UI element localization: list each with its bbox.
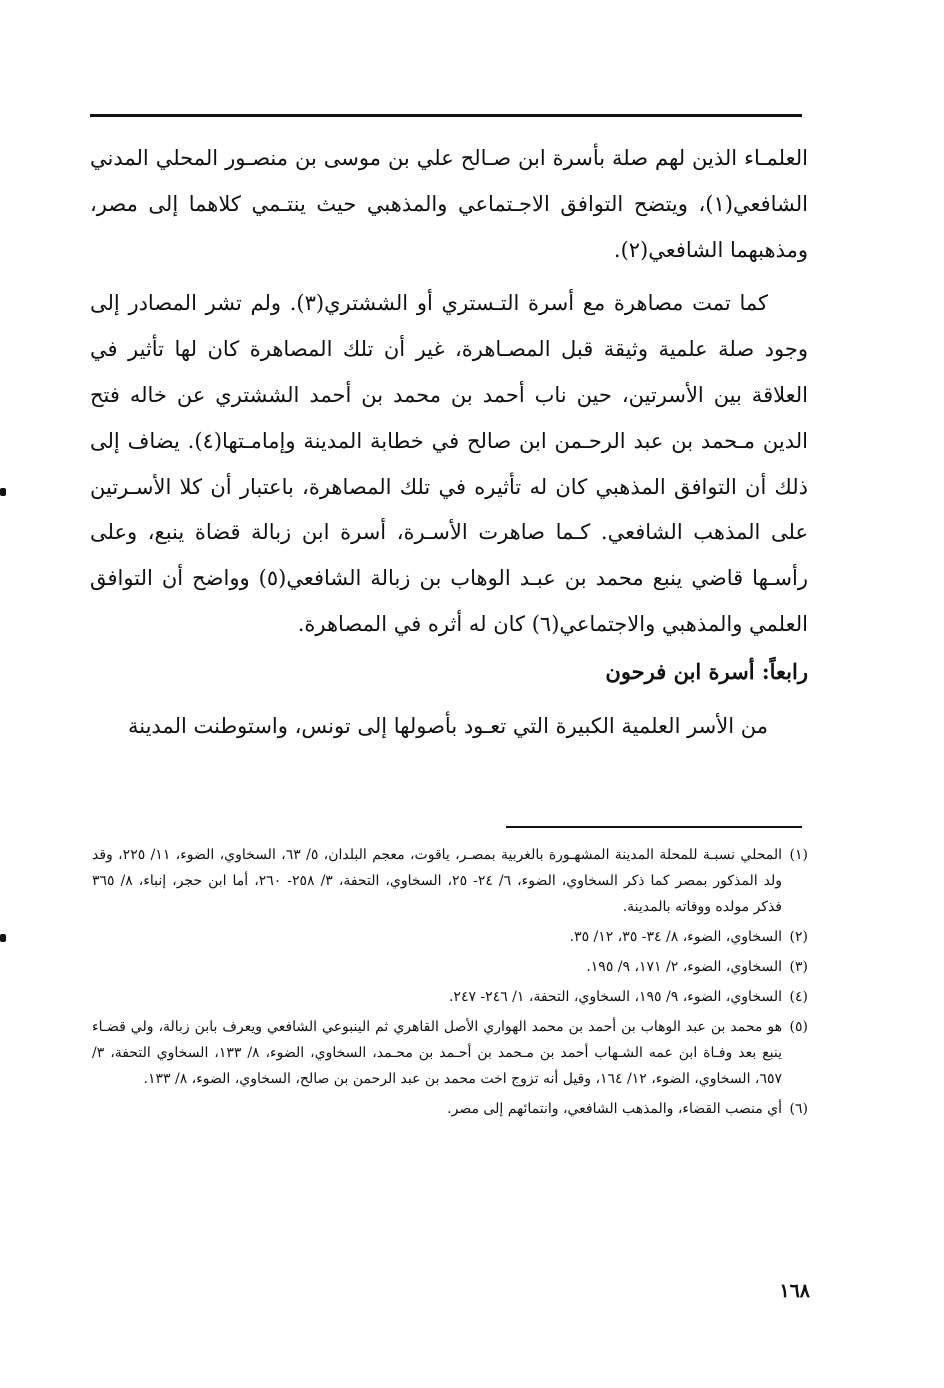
top-rule	[90, 114, 802, 117]
footnote-4	[92, 984, 808, 1010]
main-text	[90, 136, 808, 750]
footnote-rule	[506, 826, 802, 828]
footnotes	[92, 842, 808, 1126]
footnote-1	[92, 842, 808, 920]
footnote-number: (٦)	[789, 1101, 808, 1117]
footnote-2	[92, 924, 808, 950]
footnote-text: هو محمد بن عبد الوهاب بن أحمد بن محمد الهواري الأصل القاهري ثم الينبوعي الشافعي ويعرف بابن زبالة، ولي قضـاء ينبع بعد وفـاة ابن عمه الشـهاب أحمد بن مـحمد بن أحـمد بن محـمد، السخاوي، الضوء، ٨/ ١٣٣، السخاوي التحفة، ٣/ ٦٥٧، السخاوي، الضوء، ١٢/ ١٦٤، وقيل أنه تزوج اخت محمد بن عبد الرحمن بن صالح، السخاوي، الضوء، ٨/ ١٣٣.	[92, 1019, 783, 1087]
paragraph-3: من الأسر العلمية الكبيرة التي تعـود بأصولها إلى تونس، واستوطنت المدينة	[127, 713, 768, 738]
footnote-text: المحلي نسبـة للمحلة المدينة المشهـورة بالغربية بمصـر، ياقوت، معجم البلدان، ٥/ ٦٣، السخاوي، الضوء، ١١/ ٢٢٥، وقد ولد المذكور بمصر كما ذكر السخاوي، الضوء، ٦/ ٢٤- ٢٥، السخاوي، التحفة، ٣/ ٢٥٨- ٢٦٠، أما ابن حجر، إنباء، ٨/ ٣٦٥ فذكر مولده ووفاته بالمدينة.	[92, 847, 783, 915]
footnote-number: (٥)	[789, 1019, 808, 1035]
footnote-3	[92, 954, 808, 980]
footnote-text: السخاوي، الضوء، ٢/ ١٧١، ٩/ ١٩٥.	[586, 959, 782, 975]
footnote-number: (٢)	[789, 929, 808, 945]
page-number: ١٦٨	[779, 1280, 810, 1302]
section-heading: رابعاً: أسرة ابن فرحون	[605, 658, 808, 684]
footnote-5	[92, 1014, 808, 1092]
binding-mark	[0, 488, 6, 496]
footnote-number: (٤)	[789, 989, 808, 1005]
footnote-number: (١)	[789, 847, 808, 863]
footnote-6	[92, 1096, 808, 1122]
paragraph-1: العلمـاء الذين لهم صلة بأسرة ابن صـالح علي بن موسى بن منصـور المحلي المدني الشافعي(١)، ويتضح التوافق الاجـتماعي والمذهبي حيث ينتـمي كلاهما إلى مصر، ومذهبهما الشافعي(٢).	[90, 146, 808, 262]
footnote-text: أي منصب القضاء، والمذهب الشافعي، وانتمائهم إلى مصر.	[447, 1101, 782, 1117]
footnote-number: (٣)	[789, 959, 808, 975]
footnote-text: السخاوي، الضوء، ٩/ ١٩٥، السخاوي، التحفة، ١/ ٢٤٦- ٢٤٧.	[448, 989, 782, 1005]
binding-mark	[0, 934, 6, 942]
footnote-text: السخاوي، الضوء، ٨/ ٣٤- ٣٥، ١٢/ ٣٥.	[569, 929, 782, 945]
paragraph-2: كما تمت مصاهرة مع أسرة التـستري أو الششتري(٣). ولم تشر المصادر إلى وجود صلة علمية وثيقة قبل المصـاهرة، غير أن تلك المصاهرة كان لها تأثير في العلاقة بين الأسرتين، حين ناب أحمد بن محمد بن أحمد الششتري عن خاله فتح الدين مـحمد بن عبد الرحـمن ابن صالح في خطابة المدينة وإمامـتها(٤). يضاف إلى ذلك أن التوافق المذهبي كان له تأثيره في تلك المصاهرة، باعتبار أن كلا الأسـرتين على المذهب الشافعي. كـما صاهرت الأسـرة، أسرة ابن زبالة قضاة ينبع، وعلى رأسـها قاضي ينبع محمد بن عبـد الوهاب بن زبالة الشافعي(٥) وواضح أن التوافق العلمي والمذهبي والاجتماعي(٦) كان له أثره في المصاهرة.	[90, 291, 808, 636]
